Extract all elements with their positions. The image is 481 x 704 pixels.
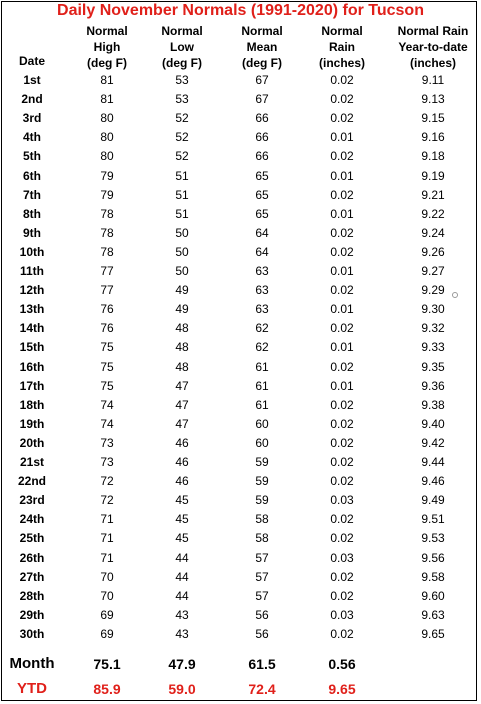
row-date: 2nd <box>21 92 43 107</box>
table-cell: 9.18 <box>421 149 445 164</box>
table-cell: 80 <box>100 149 114 164</box>
table-cell: 59 <box>255 474 269 489</box>
table-cell: 9.60 <box>421 588 445 603</box>
table-cell: 48 <box>175 340 189 355</box>
table-cell: 75 <box>100 378 114 393</box>
table-cell: 9.22 <box>421 206 445 221</box>
table-cell: 47 <box>175 378 189 393</box>
table-cell: 79 <box>100 187 114 202</box>
table-cell: 9.42 <box>421 435 445 450</box>
row-date: 5th <box>23 149 41 164</box>
table-cell: 0.01 <box>330 264 354 278</box>
table-cell: 59 <box>255 493 269 508</box>
column-header: Date <box>18 54 45 68</box>
column-header: Normal Rain Year-to-date (inches) <box>397 24 469 70</box>
table-cell: 9.58 <box>421 569 445 584</box>
table-cell: 0.03 <box>330 607 354 622</box>
ytd-label: YTD <box>17 680 47 697</box>
table-cell: 70 <box>100 569 114 584</box>
table-cell: 0.02 <box>330 569 354 584</box>
circle-marker-icon <box>452 292 458 298</box>
table-cell: 61 <box>255 378 269 393</box>
table-cell: 64 <box>255 244 269 259</box>
table-cell: 65 <box>255 168 269 183</box>
table-cell: 53 <box>175 73 189 87</box>
table-cell: 9.27 <box>421 264 445 278</box>
table-cell: 69 <box>100 626 114 641</box>
table-cell: 9.16 <box>421 130 445 145</box>
table-cell: 51 <box>175 206 189 221</box>
table-cell: 0.03 <box>330 550 354 565</box>
table-cell: 9.38 <box>421 397 445 412</box>
table-cell: 71 <box>100 512 114 527</box>
table-cell: 45 <box>175 512 189 527</box>
table-cell: 47 <box>175 397 189 412</box>
table-cell: 9.36 <box>421 378 445 393</box>
month-label: Month <box>9 655 55 672</box>
table-cell: 52 <box>175 130 189 145</box>
column-header: Normal Rain (inches) <box>318 24 365 70</box>
table-cell: 67 <box>255 73 269 87</box>
table-cell: 52 <box>175 149 189 164</box>
table-cell: 76 <box>100 302 114 317</box>
row-date: 12th <box>19 283 45 298</box>
table-cell: 56 <box>255 626 269 641</box>
row-date: 20th <box>19 435 45 450</box>
table-cell: 80 <box>100 130 114 145</box>
table-cell: 0.02 <box>330 149 354 164</box>
table-cell: 71 <box>100 531 114 546</box>
row-date: 14th <box>19 321 45 336</box>
table-cell: 9.15 <box>421 111 445 126</box>
table-cell: 46 <box>175 474 189 489</box>
row-date: 28th <box>19 588 45 603</box>
table-cell: 0.01 <box>330 378 354 393</box>
row-date: 10th <box>19 244 45 259</box>
table-cell: 9.49 <box>421 493 445 508</box>
table-cell: 62 <box>255 340 269 355</box>
month-value: 0.56 <box>328 656 356 672</box>
table-cell: 81 <box>100 73 114 87</box>
row-date: 3rd <box>22 111 42 126</box>
table-cell: 58 <box>255 512 269 527</box>
row-date: 11th <box>19 264 44 278</box>
table-cell: 73 <box>100 435 114 450</box>
table-cell: 77 <box>100 264 114 278</box>
table-cell: 78 <box>100 206 114 221</box>
table-cell: 59 <box>255 455 269 469</box>
table-cell: 0.02 <box>330 73 354 87</box>
table-cell: 58 <box>255 531 269 546</box>
table-cell: 70 <box>100 588 114 603</box>
table-cell: 50 <box>175 264 189 278</box>
row-date: 18th <box>19 397 45 412</box>
ytd-value: 85.9 <box>93 681 121 697</box>
table-cell: 63 <box>255 302 269 317</box>
row-date: 8th <box>23 206 41 221</box>
table-cell: 0.02 <box>330 283 354 298</box>
table-cell: 0.03 <box>330 493 354 508</box>
row-date: 26th <box>19 550 45 565</box>
table-title: Daily November Normals (1991-2020) for Tucson <box>57 2 424 19</box>
table-cell: 57 <box>255 588 269 603</box>
table-cell: 44 <box>175 588 189 603</box>
table-cell: 9.11 <box>421 73 445 87</box>
row-date: 16th <box>19 359 45 374</box>
table-cell: 73 <box>100 455 114 469</box>
row-date: 19th <box>19 416 45 431</box>
table-cell: 65 <box>255 206 269 221</box>
row-date: 4th <box>23 130 41 145</box>
row-date: 23rd <box>19 493 45 508</box>
table-cell: 0.02 <box>330 455 354 469</box>
row-date: 29th <box>19 607 45 622</box>
table-cell: 0.02 <box>330 244 354 259</box>
row-date: 21st <box>19 455 45 469</box>
row-date: 25th <box>19 531 45 546</box>
table-cell: 52 <box>175 111 189 126</box>
table-cell: 79 <box>100 168 114 183</box>
table-cell: 9.33 <box>421 340 445 355</box>
row-date: 24th <box>19 512 45 527</box>
table-cell: 0.02 <box>330 416 354 431</box>
row-date: 1st <box>23 73 41 87</box>
ytd-value: 72.4 <box>248 681 276 697</box>
table-cell: 9.29 <box>421 283 445 298</box>
table-cell: 61 <box>255 359 269 374</box>
table-cell: 49 <box>175 302 189 317</box>
table-cell: 9.40 <box>421 416 445 431</box>
table-cell: 60 <box>255 416 269 431</box>
table-cell: 9.51 <box>421 512 445 527</box>
table-cell: 43 <box>175 626 189 641</box>
table-cell: 0.02 <box>330 626 354 641</box>
row-date: 30th <box>19 626 45 641</box>
table-cell: 45 <box>175 493 189 508</box>
table-cell: 0.02 <box>330 435 354 450</box>
table-cell: 0.01 <box>330 206 354 221</box>
table-cell: 9.13 <box>421 92 445 107</box>
table-cell: 72 <box>100 474 114 489</box>
table-cell: 53 <box>175 92 189 107</box>
table-cell: 49 <box>175 283 189 298</box>
table-cell: 9.35 <box>421 359 445 374</box>
table-cell: 63 <box>255 264 269 278</box>
table-cell: 9.46 <box>421 474 445 489</box>
table-cell: 61 <box>255 397 269 412</box>
row-date: 9th <box>23 225 41 240</box>
table-cell: 66 <box>255 130 269 145</box>
table-cell: 47 <box>175 416 189 431</box>
table-cell: 48 <box>175 359 189 374</box>
table-cell: 76 <box>100 321 114 336</box>
table-cell: 0.01 <box>330 168 354 183</box>
month-value: 75.1 <box>93 656 121 672</box>
month-value: 47.9 <box>168 656 196 672</box>
row-date: 6th <box>23 168 41 183</box>
table-cell: 66 <box>255 111 269 126</box>
table-cell: 9.24 <box>421 225 445 240</box>
table-cell: 9.21 <box>421 187 445 202</box>
table-cell: 51 <box>175 187 189 202</box>
table-cell: 65 <box>255 187 269 202</box>
table-cell: 77 <box>100 283 114 298</box>
table-cell: 0.02 <box>330 588 354 603</box>
table-cell: 0.01 <box>330 302 354 317</box>
table-cell: 0.02 <box>330 111 354 126</box>
table-cell: 62 <box>255 321 269 336</box>
column-header: Normal Mean (deg F) <box>241 24 283 70</box>
table-cell: 44 <box>175 550 189 565</box>
table-cell: 64 <box>255 225 269 240</box>
table-cell: 0.02 <box>330 321 354 336</box>
table-cell: 9.56 <box>421 550 445 565</box>
table-cell: 57 <box>255 569 269 584</box>
table-cell: 9.32 <box>421 321 445 336</box>
table-cell: 69 <box>100 607 114 622</box>
table-cell: 48 <box>175 321 189 336</box>
table-cell: 0.02 <box>330 225 354 240</box>
table-cell: 57 <box>255 550 269 565</box>
table-cell: 0.02 <box>330 531 354 546</box>
table-cell: 46 <box>175 455 189 469</box>
table-cell: 9.30 <box>421 302 445 317</box>
table-cell: 78 <box>100 244 114 259</box>
table-cell: 46 <box>175 435 189 450</box>
table-cell: 9.26 <box>421 244 445 259</box>
table-cell: 80 <box>100 111 114 126</box>
table-cell: 0.01 <box>330 130 354 145</box>
month-value: 61.5 <box>248 656 276 672</box>
table-cell: 74 <box>100 416 114 431</box>
table-cell: 0.02 <box>330 474 354 489</box>
table-cell: 9.53 <box>421 531 445 546</box>
table-cell: 0.02 <box>330 92 354 107</box>
table-cell: 71 <box>100 550 114 565</box>
table-cell: 72 <box>100 493 114 508</box>
table-cell: 43 <box>175 607 189 622</box>
row-date: 22nd <box>17 474 46 489</box>
table-cell: 51 <box>175 168 189 183</box>
table-cell: 0.02 <box>330 187 354 202</box>
row-date: 15th <box>19 340 45 355</box>
table-cell: 0.02 <box>330 359 354 374</box>
table-cell: 9.63 <box>421 607 445 622</box>
table-cell: 45 <box>175 531 189 546</box>
table-cell: 81 <box>100 92 114 107</box>
table-cell: 9.65 <box>421 626 445 641</box>
row-date: 17th <box>19 378 45 393</box>
table-cell: 44 <box>175 569 189 584</box>
table-cell: 63 <box>255 283 269 298</box>
table-cell: 50 <box>175 244 189 259</box>
row-date: 13th <box>19 302 45 317</box>
table-cell: 0.02 <box>330 397 354 412</box>
table-cell: 66 <box>255 149 269 164</box>
table-cell: 74 <box>100 397 114 412</box>
table-cell: 0.02 <box>330 512 354 527</box>
column-header: Normal High (deg F) <box>86 24 128 70</box>
ytd-value: 9.65 <box>328 681 356 697</box>
table-cell: 0.01 <box>330 340 354 355</box>
row-date: 27th <box>19 569 45 584</box>
table-cell: 9.44 <box>421 455 445 469</box>
column-header: Normal Low (deg F) <box>161 24 203 70</box>
table-cell: 56 <box>255 607 269 622</box>
table-cell: 75 <box>100 359 114 374</box>
table-cell: 9.19 <box>421 168 445 183</box>
row-date: 7th <box>23 187 41 202</box>
table-cell: 75 <box>100 340 114 355</box>
ytd-value: 59.0 <box>168 681 196 697</box>
table-cell: 50 <box>175 225 189 240</box>
table-cell: 78 <box>100 225 114 240</box>
table-cell: 60 <box>255 435 269 450</box>
table-cell: 67 <box>255 92 269 107</box>
